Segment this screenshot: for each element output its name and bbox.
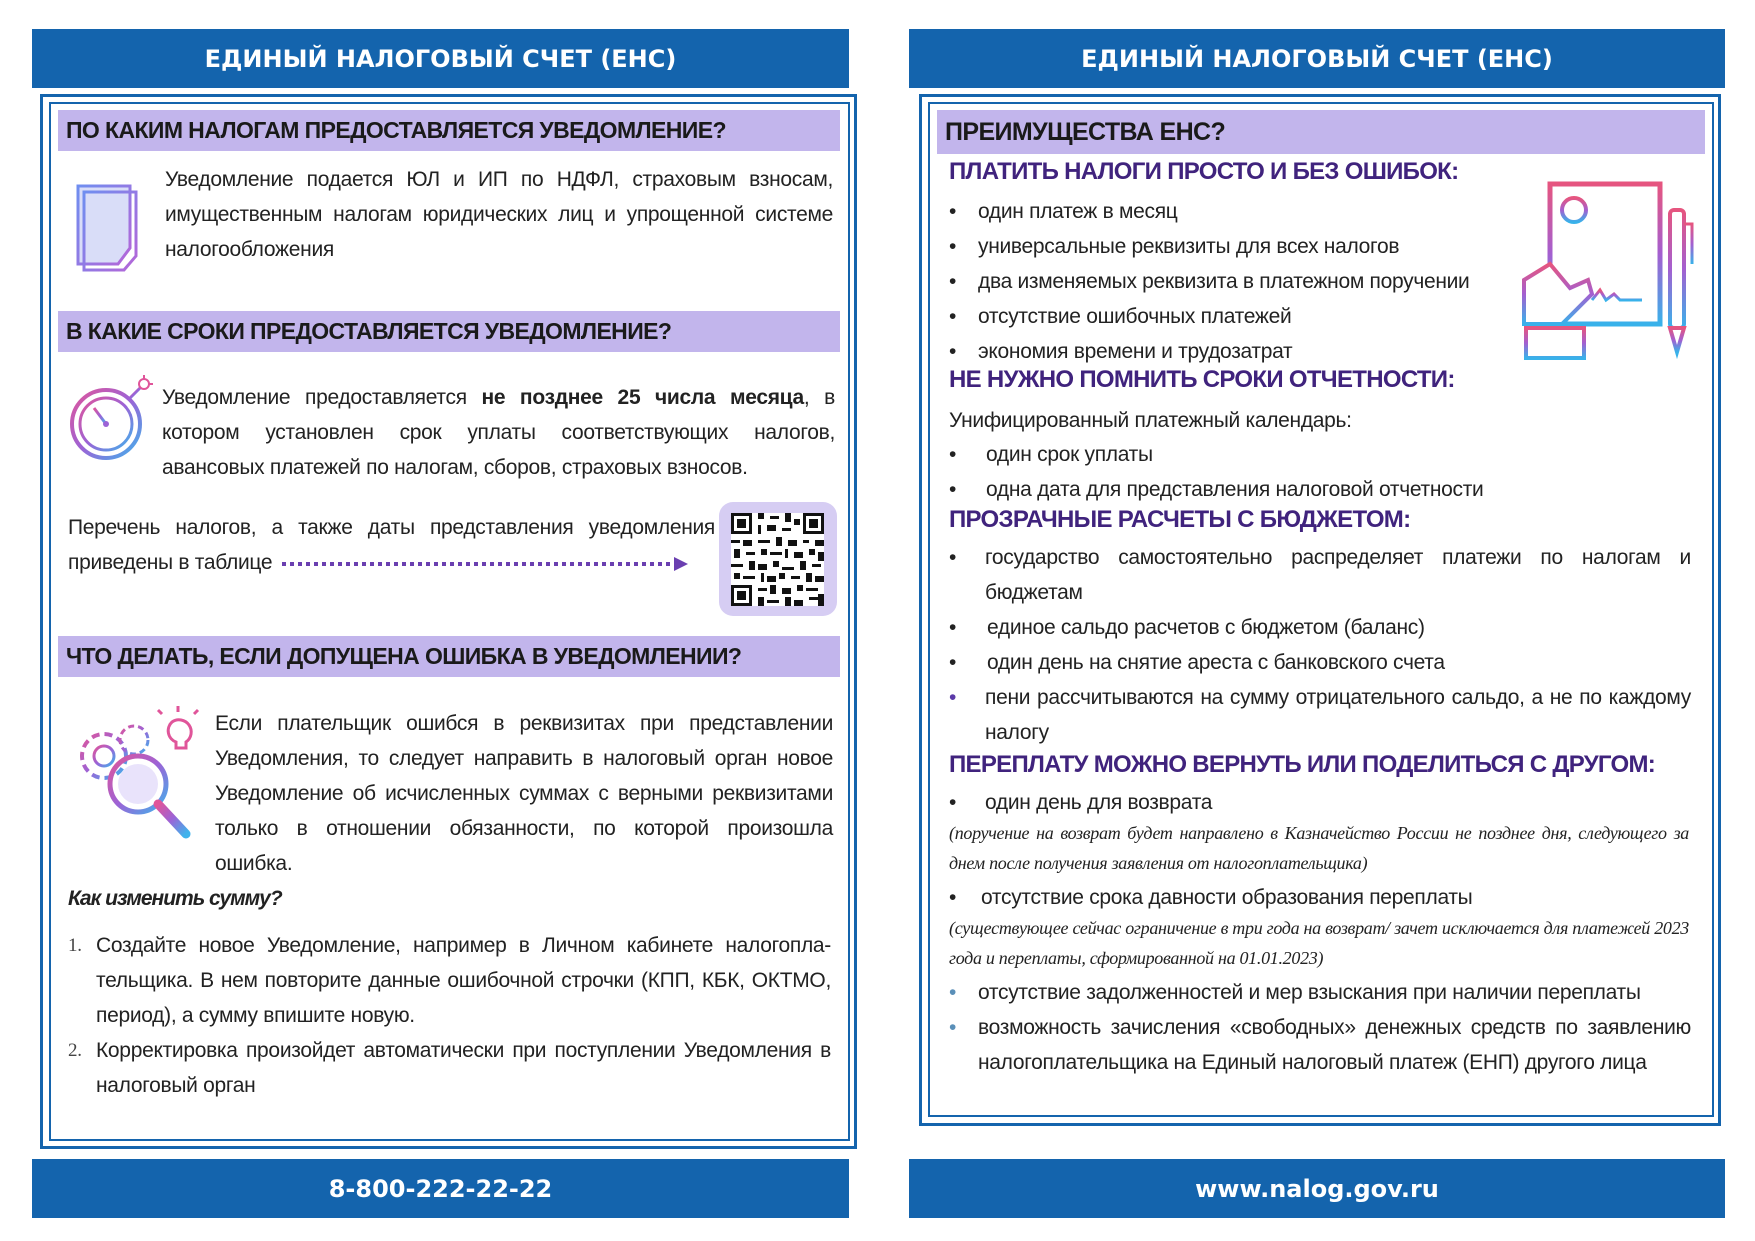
section2-text: Уведомление предоставляется не позднее 25 числа месяца, в котором установлен срок уплаты соответствующих налогов, авансовых платежей по налогам, сборов, страховых взносов. — [162, 386, 835, 479]
group3-title: ПРОЗРАЧНЫЕ РАСЧЕТЫ С БЮДЖЕТОМ: — [949, 506, 1411, 533]
qr-caption-text: Перечень налогов, а также даты представления уведомления приведены в таблице — [68, 516, 715, 574]
group1-item: • универсальные реквизиты для всех налогов — [949, 235, 1400, 258]
group4-note1: (поручение на возврат будет направлено в Казначейство России не позднее дня, следующего за днем после получения заявления от налогоплательщика) — [949, 823, 1689, 873]
right-header-text: ЕДИНЫЙ НАЛОГОВЫЙ СЧЕТ (ЕНС) — [1081, 44, 1553, 73]
phone-footer — [32, 1159, 849, 1218]
group4-item: • отсутствие задолженностей и мер взыскания при наличии переплаты — [949, 981, 1641, 1004]
group1-item: • два изменяемых реквизита в платежном поручении — [949, 270, 1470, 293]
section3-text: Если плательщик ошибся в реквизитах при представлении Уведомления, то следует направить в налоговый орган новое Уведомление об исчисленных суммах с верными реквизитами только в отношении обязанности, по которой произошла ошибка. — [215, 712, 833, 875]
group4-note2: (существующее сейчас ограничение в три года на возврат/ зачет исключается для платежей 2023 года и переплаты, сформированной на 01.01.2023) — [949, 918, 1689, 968]
group4-item: • один день для возврата — [949, 791, 1213, 814]
dotted-arrow-icon — [282, 556, 688, 572]
group3-item: • пени рассчитываются на сумму отрицательного сальдо, а не по каждому налогу — [949, 686, 1691, 744]
phone-number[interactable]: 8-800-222-22-22 — [328, 1174, 553, 1203]
website-footer — [909, 1159, 1725, 1218]
right-header — [909, 29, 1725, 88]
section-title-advantages: ПРЕИМУЩЕСТВА ЕНС? — [937, 110, 1705, 154]
group1-title: ПЛАТИТЬ НАЛОГИ ПРОСТО И БЕЗ ОШИБОК: — [949, 158, 1459, 185]
section-title-which-taxes: ПО КАКИМ НАЛОГАМ ПРЕДОСТАВЛЯЕТСЯ УВЕДОМЛЕНИЕ? — [58, 110, 840, 151]
group4-item: • отсутствие срока давности образования переплаты — [949, 886, 1473, 909]
qr-code-box[interactable] — [719, 502, 837, 616]
section-title-error: ЧТО ДЕЛАТЬ, ЕСЛИ ДОПУЩЕНА ОШИБКА В УВЕДОМЛЕНИИ? — [58, 636, 840, 677]
gears-magnifier-icon — [68, 704, 204, 852]
group4-title: ПЕРЕПЛАТУ МОЖНО ВЕРНУТЬ ИЛИ ПОДЕЛИТЬСЯ С ДРУГОМ: — [949, 751, 1656, 778]
how-to-change-heading: Как изменить сумму? — [68, 887, 282, 910]
deadline-emphasis: не позднее 25 числа месяца — [481, 386, 804, 409]
left-header-text: ЕДИНЫЙ НАЛОГОВЫЙ СЧЕТ (ЕНС) — [204, 44, 677, 73]
signed-document-icon — [1520, 180, 1695, 364]
group2-title: НЕ НУЖНО ПОМНИТЬ СРОКИ ОТЧЕТНОСТИ: — [949, 366, 1455, 393]
group4-item: • возможность зачисления «свободных» денежных средств по заявлению налогоплательщика на Единый налоговый платеж (ЕНП) другого лица — [949, 1016, 1691, 1074]
section1-text: Уведомление подается ЮЛ и ИП по НДФЛ, страховым взносам, имущественным налогам юридических лиц и упрощенной системе налогообложения — [165, 168, 833, 261]
group1-item: • один платеж в месяц — [949, 200, 1178, 223]
step-1: 1. Создайте новое Уведомление, например в Личном кабинете налогопла-тельщика. В нем повторите данные ошибочной строчки (КПП, КБК, ОКТМО, период), а сумму впишите новую. — [68, 934, 831, 1027]
qr-code-icon — [731, 513, 824, 606]
group1-item: • экономия времени и трудозатрат — [949, 340, 1293, 363]
group1-item: • отсутствие ошибочных платежей — [949, 305, 1292, 328]
left-header — [32, 29, 849, 88]
section-title-deadlines: В КАКИЕ СРОКИ ПРЕДОСТАВЛЯЕТСЯ УВЕДОМЛЕНИЕ? — [58, 311, 840, 352]
group3-item: • государство самостоятельно распределяет платежи по налогам и бюджетам — [949, 546, 1691, 604]
step-2: 2. Корректировка произойдет автоматически при поступлении Уведомления в налоговый орган — [68, 1039, 831, 1097]
group2-item: • одна дата для представления налоговой отчетности — [949, 478, 1484, 501]
group2-intro: Унифицированный платежный календарь: — [949, 409, 1352, 432]
group2-item: • один срок уплаты — [949, 443, 1153, 466]
document-icon — [70, 178, 150, 274]
group3-item: • один день на снятие ареста с банковского счета — [949, 651, 1445, 674]
website-link[interactable]: www.nalog.gov.ru — [1195, 1174, 1439, 1203]
stopwatch-icon — [64, 372, 156, 464]
group3-item: • единое сальдо расчетов с бюджетом (баланс) — [949, 616, 1425, 639]
